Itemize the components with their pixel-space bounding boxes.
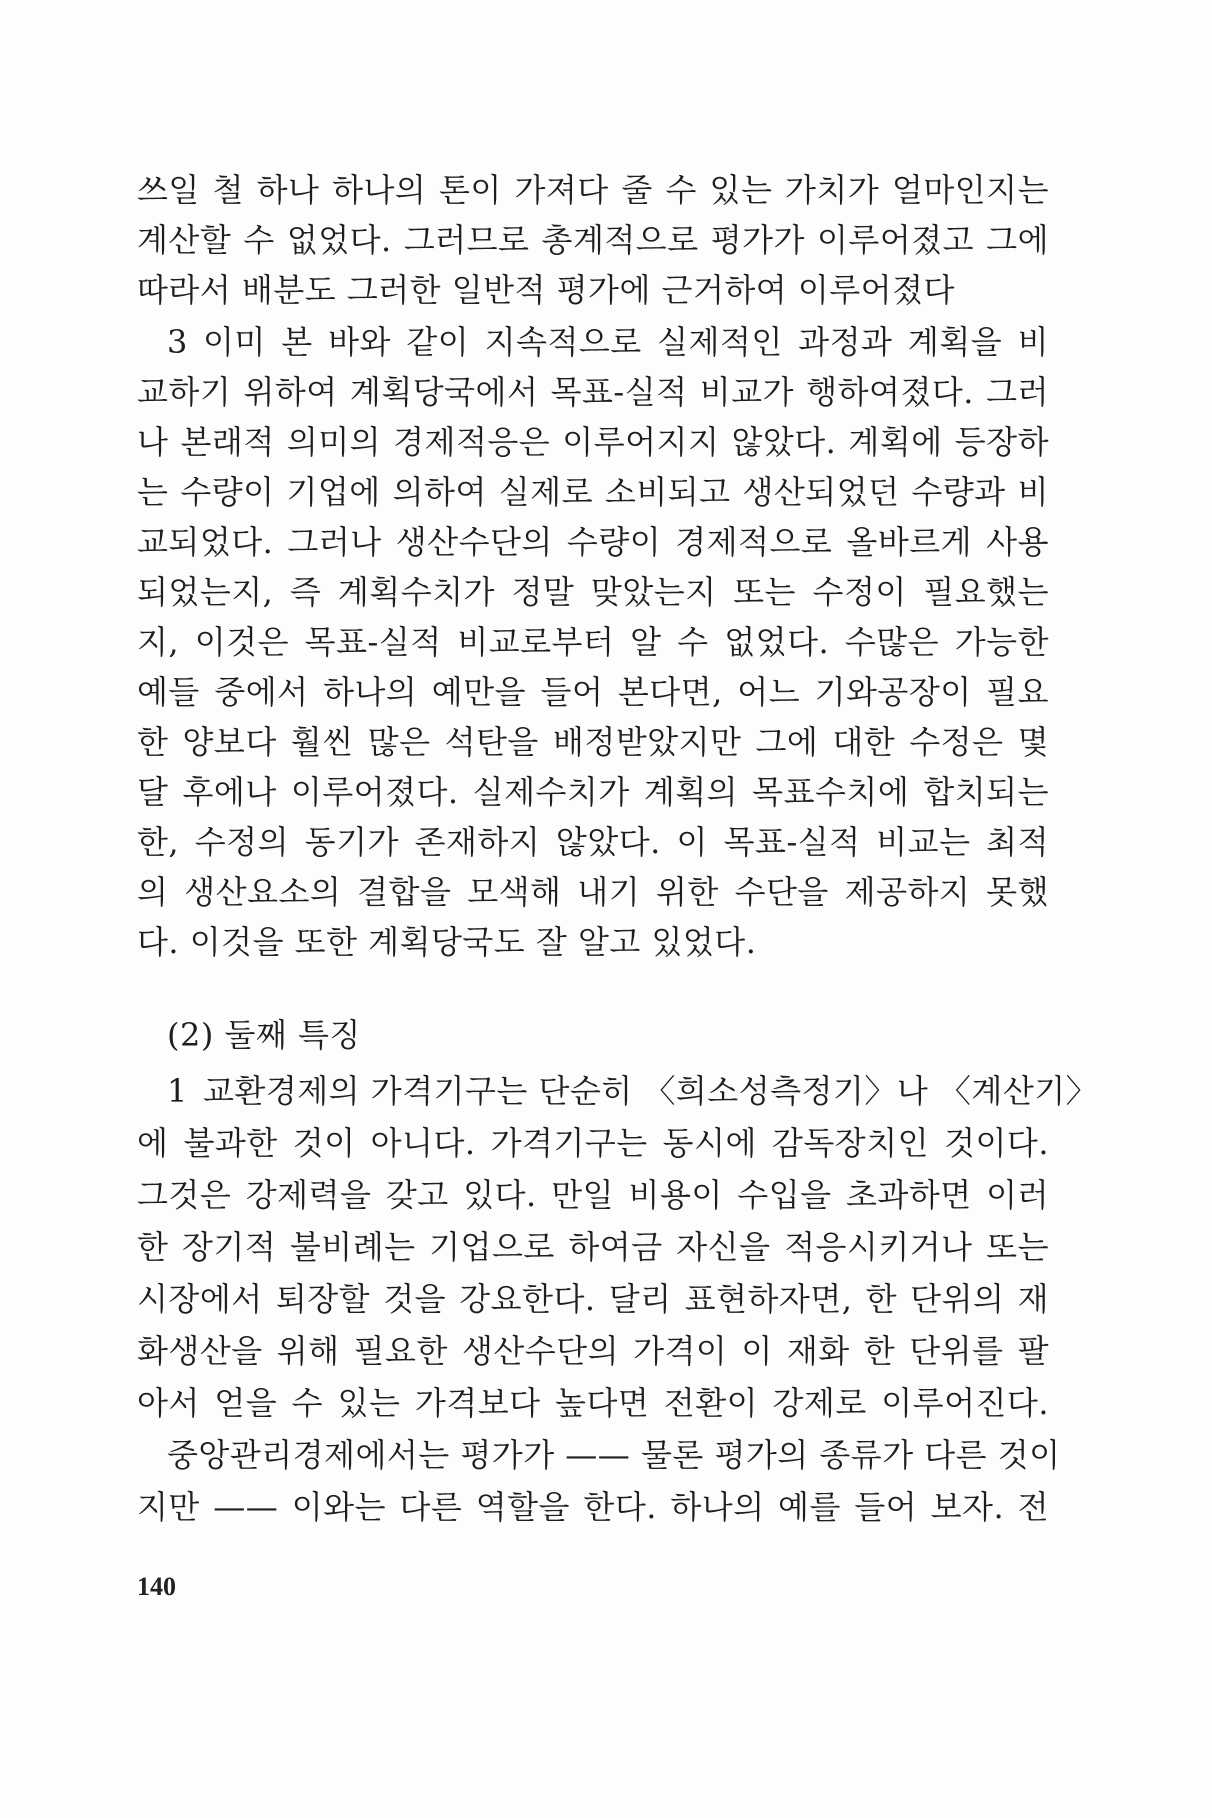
text-line: 의 생산요소의 결합을 모색해 내기 위한 수단을 제공하지 못했 [137, 873, 1049, 911]
paragraph-first-line [167, 1065, 1099, 1117]
text-line: 한 양보다 훨씬 많은 석탄을 배정받았지만 그에 대한 수정은 몇 [137, 723, 1049, 761]
text-line: 교되었다. 그러나 생산수단의 수량이 경제적으로 올바르게 사용 [137, 523, 1049, 561]
text-line: 에 불과한 것이 아니다. 가격기구는 동시에 감독장치인 것이다. [137, 1124, 1049, 1162]
text-line: 교환경제의 가격기구는 단순히 〈희소성측정기〉나 〈계산기〉 [203, 1072, 1099, 1110]
text-line: 는 수량이 기업에 의하여 실제로 소비되고 생산되었던 수량과 비 [137, 473, 1049, 511]
text-line: 지만 —— 이와는 다른 역할을 한다. 하나의 예를 들어 보자. 전 [137, 1488, 1049, 1526]
page-number: 140 [137, 1572, 176, 1601]
text-line: 그것은 강제력을 갖고 있다. 만일 비용이 수입을 초과하면 이러 [137, 1176, 1049, 1214]
text-line: 되었는지, 즉 계획수치가 정말 맞았는지 또는 수정이 필요했는 [137, 573, 1049, 611]
text-line: 이미 본 바와 같이 지속적으로 실제적인 과정과 계획을 비 [203, 323, 1049, 361]
text-line: 교하기 위하여 계획당국에서 목표-실적 비교가 행하여졌다. 그러 [137, 373, 1049, 411]
text-line: 중앙관리경제에서는 평가가 —— 물론 평가의 종류가 다른 것이 [167, 1436, 1061, 1474]
text-line: 쓰일 철 하나 하나의 톤이 가져다 줄 수 있는 가치가 얼마인지는 [137, 171, 1049, 209]
text-line: 화생산을 위해 필요한 생산수단의 가격이 이 재화 한 단위를 팔 [137, 1332, 1049, 1370]
text-line: 따라서 배분도 그러한 일반적 평가에 근거하여 이루어졌다 [137, 271, 955, 309]
text-line: 지, 이것은 목표-실적 비교로부터 알 수 없었다. 수많은 가능한 [137, 623, 1049, 661]
text-line: 다. 이것을 또한 계획당국도 잘 알고 있었다. [137, 923, 757, 961]
text-line: 한, 수정의 동기가 존재하지 않았다. 이 목표-실적 비교는 최적 [137, 823, 1049, 861]
text-line: 나 본래적 의미의 경제적응은 이루어지지 않았다. 계획에 등장하 [137, 423, 1049, 461]
paragraph-number: 3 [167, 323, 188, 361]
text-line: 시장에서 퇴장할 것을 강요한다. 달리 표현하자면, 한 단위의 재 [137, 1280, 1049, 1318]
text-line: 아서 얻을 수 있는 가격보다 높다면 전환이 강제로 이루어진다. [137, 1384, 1049, 1422]
text-line: 한 장기적 불비례는 기업으로 하여금 자신을 적응시키거나 또는 [137, 1228, 1049, 1266]
text-line: 예들 중에서 하나의 예만을 들어 본다면, 어느 기와공장이 필요 [137, 673, 1049, 711]
paragraph-number: 1 [167, 1072, 188, 1110]
paragraph-first-line [167, 316, 1049, 368]
section-heading: (2) 둘째 특징 [167, 1016, 361, 1054]
text-line: 계산할 수 없었다. 그러므로 총계적으로 평가가 이루어졌고 그에 [137, 221, 1049, 259]
text-line: 달 후에나 이루어졌다. 실제수치가 계획의 목표수치에 합치되는 [137, 773, 1049, 811]
